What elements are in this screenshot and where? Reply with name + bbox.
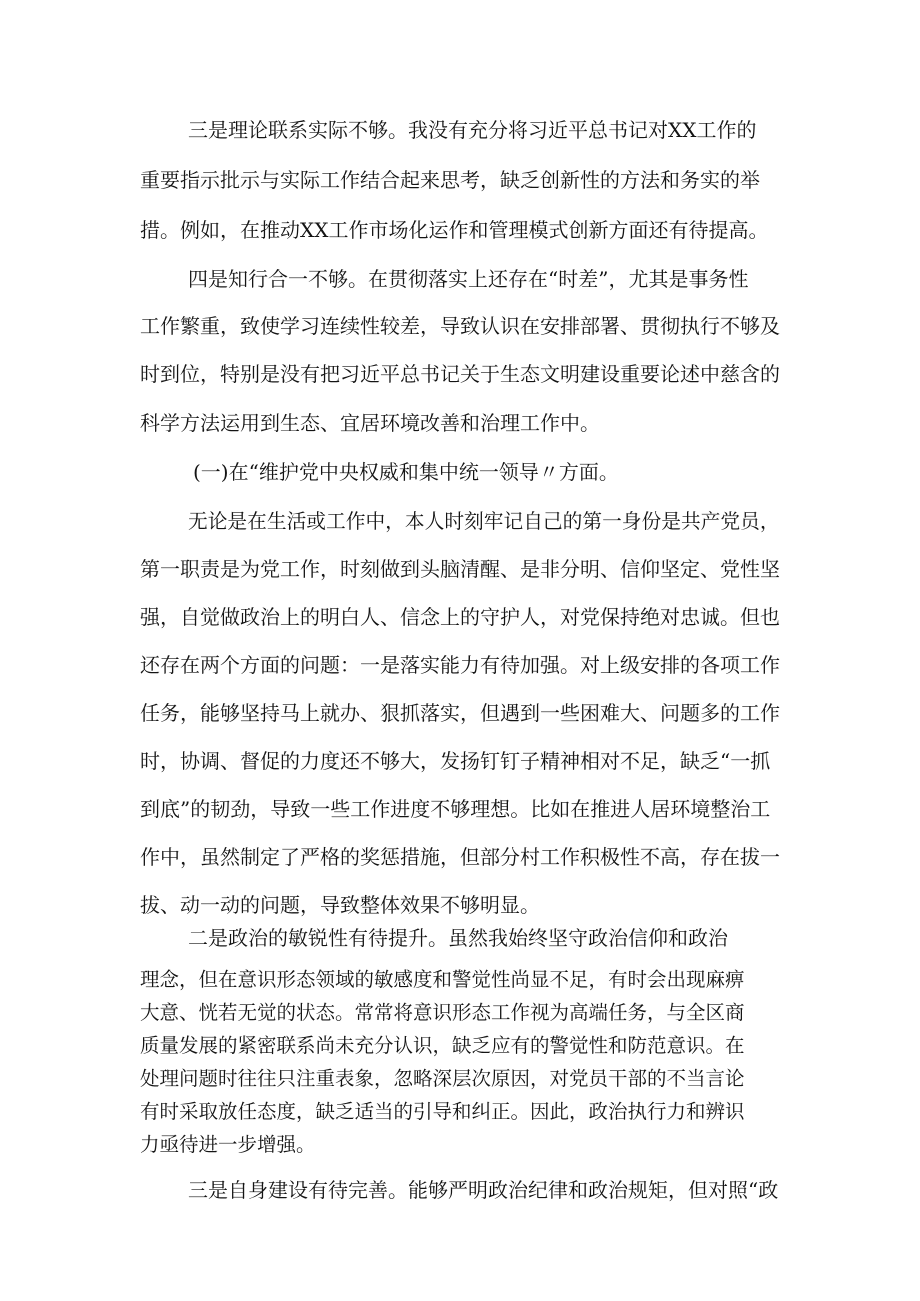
- paragraph-3-line-8: 作中，虽然制定了严格的奖惩措施，但部分村工作积极性不高，存在拔一: [140, 845, 780, 869]
- paragraph-3-line-9: 拔、动一动的问题，导致整体效果不够明显。: [140, 893, 540, 917]
- paragraph-3-line-1: 无论是在生活或工作中，本人时刻牢记自己的第一身份是共产党员，: [188, 510, 780, 533]
- paragraph-1-line-2: 重要指示批示与实际工作结合起来思考，缺乏创新性的方法和务实的举: [140, 168, 760, 192]
- paragraph-2-line-1: 四是知行合一不够。在贯彻落实上还存在“时差”，尤其是事务性: [188, 267, 749, 291]
- paragraph-1-line-1: 三是理论联系实际不够。我没有充分将习近平总书记对XX工作的: [188, 118, 757, 142]
- paragraph-4-line-1: 二是政治的敏锐性有待提升。虽然我始终坚守政治信仰和政治: [188, 926, 728, 950]
- paragraph-2-line-4: 科学方法运用到生态、宜居环境改善和治理工作中。: [140, 411, 600, 435]
- paragraph-4-line-5: 处理问题时往往只注重表象，忽略深层次原因，对党员干部的不当言论: [140, 1067, 745, 1090]
- paragraph-3-line-4: 还存在两个方面的问题：一是落实能力有待加强。对上级安排的各项工作: [140, 653, 780, 677]
- paragraph-3-line-5: 任务，能够坚持马上就办、狠抓落实，但遇到一些困难大、问题多的工作: [140, 701, 780, 725]
- paragraph-4-line-2: 理念，但在意识形态领域的敏感度和警觉性尚显不足，有时会出现麻痹: [140, 968, 745, 991]
- paragraph-3-line-2: 第一职责是为党工作，时刻做到头脑清醒、是非分明、信仰坚定、党性坚: [140, 557, 780, 581]
- paragraph-3-line-7: 到底”的韧劲，导致一些工作进度不够理想。比如在推进人居环境整治工: [140, 797, 771, 821]
- paragraph-2-line-3: 时到位，特别是没有把习近平总书记关于生态文明建设重要论述中慈含的: [140, 362, 780, 386]
- paragraph-3-line-3: 强，自觉做政治上的明白人、信念上的守护人，对党保持绝对忠诚。但也: [140, 605, 780, 629]
- paragraph-5-line-1: 三是自身建设有待完善。能够严明政治纪律和政治规矩，但对照“政: [188, 1178, 779, 1202]
- paragraph-2-line-2: 工作繁重，致使学习连续性较差，导致认识在安排部署、贯彻执行不够及: [140, 314, 780, 338]
- paragraph-3-line-6: 时，协调、督促的力度还不够大，发扬钉钉子精神相对不足，缺乏“一抓: [140, 749, 771, 773]
- paragraph-4-line-6: 有时采取放任态度，缺乏适当的引导和纠正。因此，政治执行力和辨识: [140, 1100, 745, 1123]
- section-heading: (一)在“维护党中央权威和集中统一领导〃方面。: [193, 460, 619, 484]
- paragraph-1-line-3: 措。例如，在推动XX工作市场化运作和管理模式创新方面还有待提高。: [140, 218, 769, 242]
- paragraph-4-line-7: 力亟待进一步增强。: [140, 1133, 316, 1156]
- paragraph-4-line-4: 质量发展的紧密联系尚未充分认识，缺乏应有的警觉性和防范意识。在: [140, 1034, 745, 1057]
- paragraph-4-line-3: 大意、恍若无觉的状态。常常将意识形态工作视为高端任务，与全区商: [140, 1001, 745, 1024]
